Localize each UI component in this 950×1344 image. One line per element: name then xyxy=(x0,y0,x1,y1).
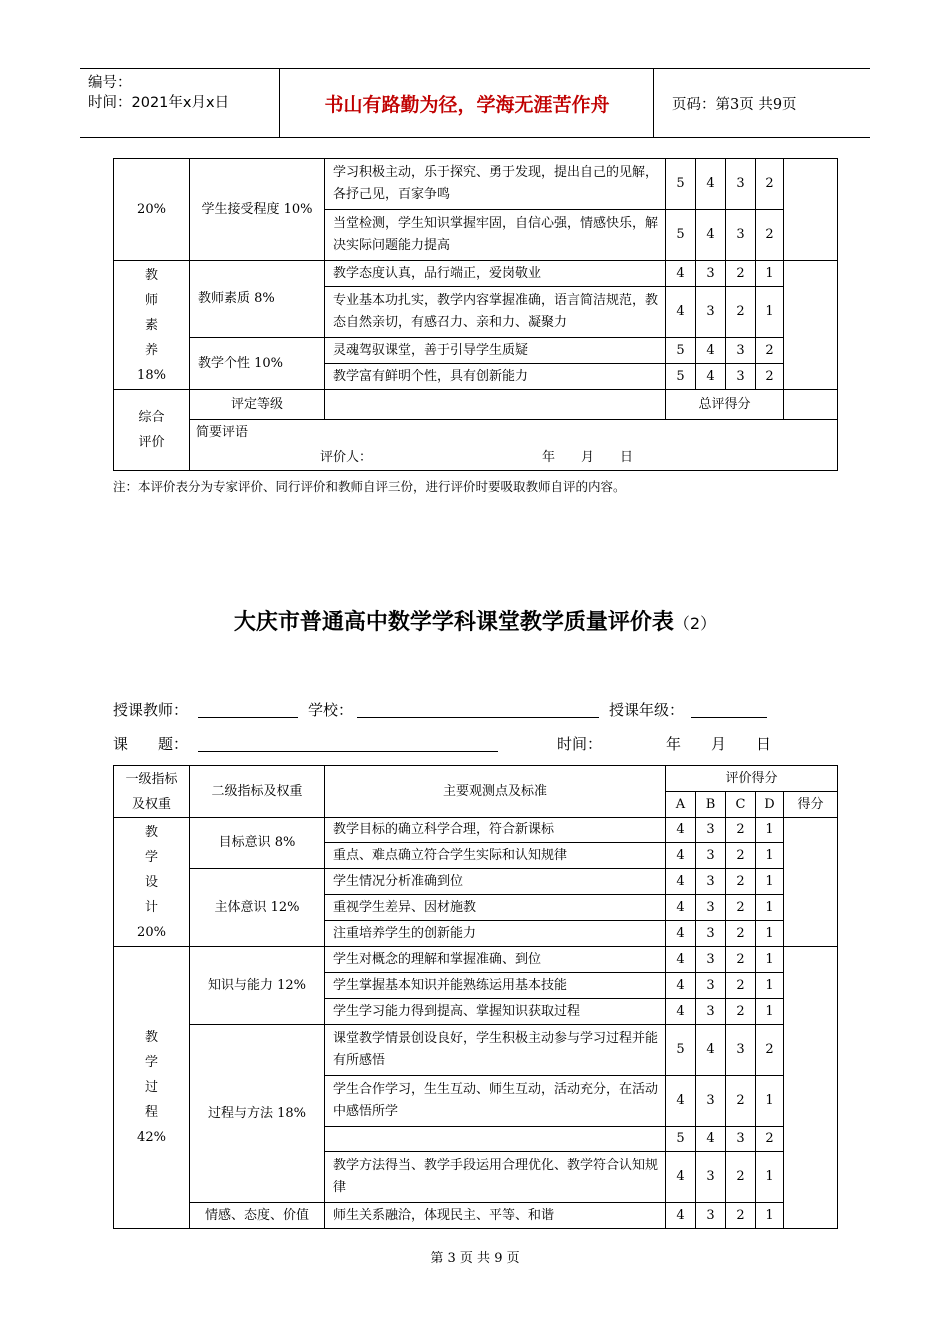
criteria-text: 课堂教学情景创设良好，学生积极主动参与学习过程并能有所感悟 xyxy=(325,1025,666,1076)
score-a: 5 xyxy=(666,159,696,210)
score-a: 5 xyxy=(666,364,696,390)
criteria-text: 当堂检测，学生知识掌握牢固，自信心强，情感快乐，解决实际问题能力提高 xyxy=(325,210,666,261)
score-b: 4 xyxy=(696,1025,726,1076)
score-a: 5 xyxy=(666,1025,696,1076)
score-a: 4 xyxy=(666,818,696,843)
score-d: 1 xyxy=(756,999,784,1025)
criteria-text: 灵魂驾驭课堂，善于引导学生质疑 xyxy=(325,338,666,364)
score-cell xyxy=(784,261,838,390)
score-c: 2 xyxy=(726,843,756,869)
score-b: 3 xyxy=(696,895,726,921)
score-b: 3 xyxy=(696,973,726,999)
header-a: A xyxy=(666,792,696,818)
time-label: 时间： xyxy=(557,735,603,753)
criteria-text: 学生掌握基本知识并能熟练运用基本技能 xyxy=(325,973,666,999)
comment-area xyxy=(190,420,838,471)
score-d: 2 xyxy=(756,210,784,261)
score-d: 1 xyxy=(756,1203,784,1229)
score-c: 2 xyxy=(726,1203,756,1229)
score-b: 4 xyxy=(696,210,726,261)
score-b: 4 xyxy=(696,1127,726,1152)
score-c: 3 xyxy=(726,364,756,390)
header-secondary-indicator: 二级指标及权重 xyxy=(190,766,325,818)
grade-field[interactable] xyxy=(691,703,767,718)
school-field[interactable] xyxy=(357,703,599,718)
date-label: 年 月 日 xyxy=(666,735,772,753)
score-a: 4 xyxy=(666,999,696,1025)
sub-indicator: 情感、态度、价值 xyxy=(190,1203,325,1229)
grade-value xyxy=(325,390,666,420)
score-a: 4 xyxy=(666,261,696,287)
score-d: 1 xyxy=(756,261,784,287)
score-c: 2 xyxy=(726,287,756,338)
criteria-text: 注重培养学生的创新能力 xyxy=(325,921,666,947)
score-a: 4 xyxy=(666,1203,696,1229)
score-c: 3 xyxy=(726,1127,756,1152)
score-c: 2 xyxy=(726,947,756,973)
criteria-text: 学生对概念的理解和掌握准确、到位 xyxy=(325,947,666,973)
header-criteria: 主要观测点及标准 xyxy=(325,766,666,818)
score-c: 2 xyxy=(726,999,756,1025)
criteria-text: 教学态度认真，品行端正，爱岗敬业 xyxy=(325,261,666,287)
score-d: 2 xyxy=(756,364,784,390)
header-score: 得分 xyxy=(784,792,838,818)
score-d: 1 xyxy=(756,287,784,338)
header-d: D xyxy=(756,792,784,818)
score-b: 3 xyxy=(696,1076,726,1127)
header-primary-indicator: 一级指标 及权重 xyxy=(114,766,190,818)
score-d: 1 xyxy=(756,921,784,947)
score-c: 2 xyxy=(726,973,756,999)
page-title: 大庆市普通高中数学学科课堂教学质量评价表（2） xyxy=(233,610,717,635)
header-meta xyxy=(80,69,280,137)
score-cell xyxy=(784,159,838,261)
criteria-text-empty xyxy=(325,1127,666,1152)
score-b: 3 xyxy=(696,1203,726,1229)
score-b: 3 xyxy=(696,1152,726,1203)
page-label: 页码：第3页 共9页 xyxy=(672,96,797,113)
score-d: 1 xyxy=(756,1076,784,1127)
score-a: 4 xyxy=(666,921,696,947)
primary-indicator-design: 教 学 设 计 20% xyxy=(114,818,190,947)
score-a: 4 xyxy=(666,1152,696,1203)
teacher-field[interactable] xyxy=(198,703,298,718)
criteria-text: 专业基本功扎实，教学内容掌握准确，语言简洁规范，教态自然亲切，有感召力、亲和力、凝聚力 xyxy=(325,287,666,338)
score-b: 3 xyxy=(696,947,726,973)
score-b: 4 xyxy=(696,364,726,390)
score-a: 4 xyxy=(666,973,696,999)
score-a: 5 xyxy=(666,338,696,364)
sub-indicator: 知识与能力 12% xyxy=(190,947,325,1025)
criteria-text: 学生学习能力得到提高、掌握知识获取过程 xyxy=(325,999,666,1025)
header-b: B xyxy=(696,792,726,818)
score-a: 4 xyxy=(666,287,696,338)
criteria-text: 重视学生差异、因材施教 xyxy=(325,895,666,921)
topic-label: 课 题： xyxy=(113,735,189,753)
sub-indicator: 主体意识 12% xyxy=(190,869,325,947)
score-b: 3 xyxy=(696,818,726,843)
topic-field[interactable] xyxy=(198,737,498,752)
table-note: 注：本评价表分为专家评价、同行评价和教师自评三份，进行评价时要吸取教师自评的内容。 xyxy=(113,479,626,494)
grade-label: 授课年级： xyxy=(609,701,685,719)
evaluation-date: 年 月 日 xyxy=(542,450,634,465)
criteria-text: 教学目标的确立科学合理，符合新课标 xyxy=(325,818,666,843)
sub-indicator: 教师素质 8% xyxy=(190,261,325,338)
form-row-1 xyxy=(113,699,837,721)
score-c: 2 xyxy=(726,1076,756,1127)
motto: 书山有路勤为径，学海无涯苦作舟 xyxy=(281,69,654,137)
form-row-2 xyxy=(113,733,837,755)
overall-evaluation-label: 综合 评价 xyxy=(114,390,190,471)
score-c: 2 xyxy=(726,895,756,921)
score-b: 3 xyxy=(696,999,726,1025)
score-d: 1 xyxy=(756,947,784,973)
score-d: 1 xyxy=(756,869,784,895)
sub-indicator: 过程与方法 18% xyxy=(190,1025,325,1203)
primary-indicator-process: 教 学 过 程 42% xyxy=(114,947,190,1229)
score-c: 2 xyxy=(726,869,756,895)
criteria-text: 教学方法得当、教学手段运用合理优化、教学符合认知规律 xyxy=(325,1152,666,1203)
evaluator-label: 评价人： xyxy=(320,450,373,465)
score-b: 3 xyxy=(696,261,726,287)
score-d: 1 xyxy=(756,973,784,999)
score-a: 5 xyxy=(666,210,696,261)
criteria-text: 重点、难点确立符合学生实际和认知规律 xyxy=(325,843,666,869)
score-a: 4 xyxy=(666,1076,696,1127)
score-c: 2 xyxy=(726,921,756,947)
score-cell xyxy=(784,818,838,947)
score-d: 1 xyxy=(756,895,784,921)
score-a: 4 xyxy=(666,869,696,895)
score-a: 5 xyxy=(666,1127,696,1152)
score-cell xyxy=(784,947,838,1229)
score-c: 2 xyxy=(726,818,756,843)
score-b: 4 xyxy=(696,338,726,364)
score-d: 1 xyxy=(756,843,784,869)
page-header xyxy=(80,68,870,138)
score-b: 3 xyxy=(696,843,726,869)
score-c: 2 xyxy=(726,1152,756,1203)
score-c: 3 xyxy=(726,1025,756,1076)
score-b: 3 xyxy=(696,287,726,338)
score-d: 1 xyxy=(756,1152,784,1203)
primary-indicator-teacher: 教 师 素 养 18% xyxy=(114,261,190,390)
score-a: 4 xyxy=(666,843,696,869)
score-c: 3 xyxy=(726,338,756,364)
total-score-label: 总评得分 xyxy=(666,390,784,420)
weight-cell: 20% xyxy=(114,159,190,261)
evaluation-table-2 xyxy=(113,765,838,1229)
criteria-text: 学习积极主动，乐于探究、勇于发现，提出自己的见解，各抒己见，百家争鸣 xyxy=(325,159,666,210)
score-a: 4 xyxy=(666,895,696,921)
sub-indicator: 学生接受程度 10% xyxy=(190,159,325,261)
teacher-label: 授课教师： xyxy=(113,701,189,719)
criteria-text: 学生合作学习，生生互动、师生互动，活动充分，在活动中感悟所学 xyxy=(325,1076,666,1127)
score-d: 2 xyxy=(756,1127,784,1152)
score-b: 3 xyxy=(696,869,726,895)
score-d: 2 xyxy=(756,338,784,364)
score-d: 2 xyxy=(756,159,784,210)
header-evaluation-score: 评价得分 xyxy=(666,766,838,792)
page-footer: 第 3 页 共 9 页 xyxy=(430,1251,520,1266)
score-a: 4 xyxy=(666,947,696,973)
comment-label: 简要评语 xyxy=(196,425,249,440)
score-c: 3 xyxy=(726,210,756,261)
evaluation-table-continued xyxy=(113,158,838,471)
score-c: 3 xyxy=(726,159,756,210)
score-b: 3 xyxy=(696,921,726,947)
school-label: 学校： xyxy=(308,701,354,719)
score-d: 2 xyxy=(756,1025,784,1076)
total-score-value xyxy=(784,390,838,420)
header-c: C xyxy=(726,792,756,818)
criteria-text: 师生关系融洽，体现民主、平等、和谐 xyxy=(325,1203,666,1229)
score-c: 2 xyxy=(726,261,756,287)
grade-label: 评定等级 xyxy=(190,390,325,420)
code-label: 编号： xyxy=(88,75,132,91)
score-d: 1 xyxy=(756,818,784,843)
criteria-text: 教学富有鲜明个性，具有创新能力 xyxy=(325,364,666,390)
criteria-text: 学生情况分析准确到位 xyxy=(325,869,666,895)
sub-indicator: 目标意识 8% xyxy=(190,818,325,869)
score-b: 4 xyxy=(696,159,726,210)
sub-indicator: 教学个性 10% xyxy=(190,338,325,390)
time-label: 时间：2021年x月x日 xyxy=(88,95,230,111)
